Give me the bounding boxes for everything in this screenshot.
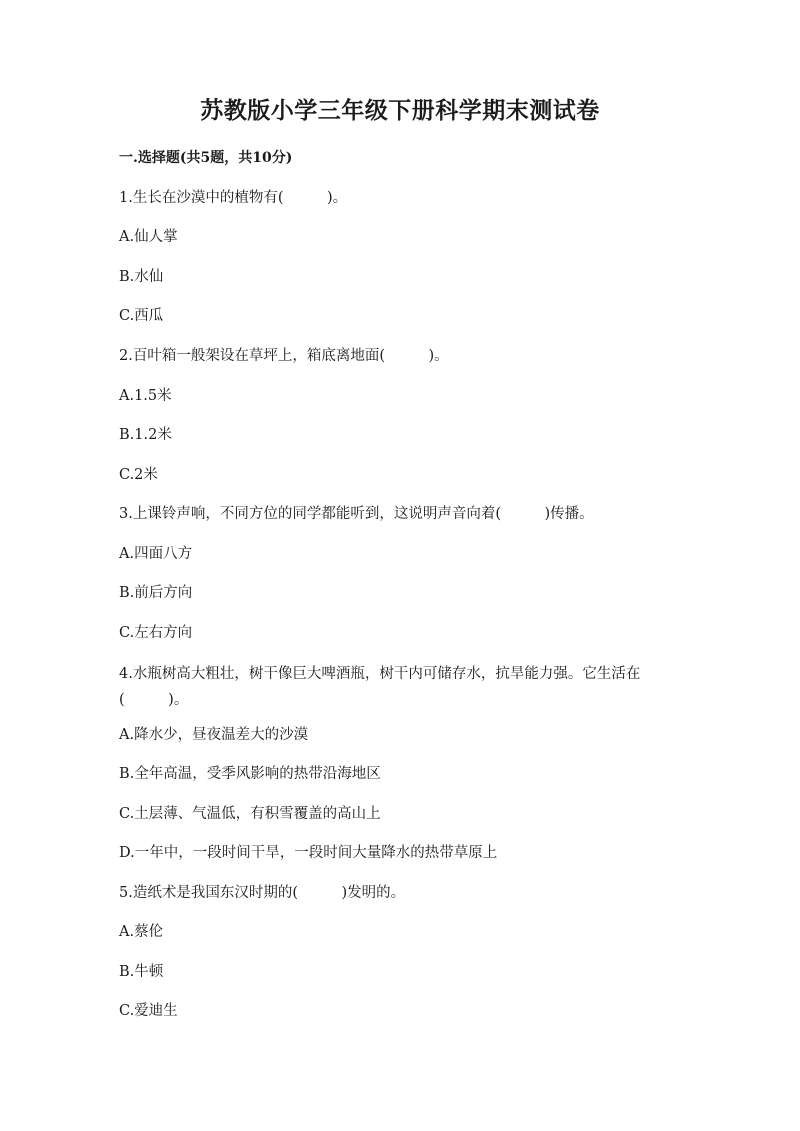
question-2-option-a[interactable]: A.1.5米 <box>119 388 172 404</box>
question-1-option-c[interactable]: C.西瓜 <box>119 308 164 324</box>
question-4-option-d[interactable]: D.一年中，一段时间干旱，一段时间大量降水的热带草原上 <box>119 845 498 861</box>
question-5-option-b[interactable]: B.牛顿 <box>119 964 164 980</box>
page-title: 苏教版小学三年级下册科学期末测试卷 <box>200 97 600 124</box>
question-4-stem: 4.水瓶树高大粗壮，树干像巨大啤酒瓶，树干内可储存水，抗旱能力强。它生活在( )。 <box>119 666 641 708</box>
question-4-option-c[interactable]: C.土层薄、气温低，有积雪覆盖的高山上 <box>119 806 381 822</box>
question-2-option-c[interactable]: C.2米 <box>119 467 158 483</box>
question-2-stem: 2.百叶箱一般架设在草坪上，箱底离地面( )。 <box>119 348 449 364</box>
section-heading: 一.选择题(共5题，共10分) <box>119 150 293 166</box>
question-4-option-b[interactable]: B.全年高温，受季风影响的热带沿海地区 <box>119 766 381 782</box>
question-1-stem: 1.生长在沙漠中的植物有( )。 <box>119 190 348 206</box>
question-3-option-a[interactable]: A.四面八方 <box>119 546 193 562</box>
question-3-option-c[interactable]: C.左右方向 <box>119 625 193 641</box>
question-4-option-a[interactable]: A.降水少，昼夜温差大的沙漠 <box>119 727 309 743</box>
question-5-option-a[interactable]: A.蔡伦 <box>119 924 164 940</box>
question-2-option-b[interactable]: B.1.2米 <box>119 427 172 443</box>
question-3-stem: 3.上课铃声响，不同方位的同学都能听到，这说明声音向着( )传播。 <box>119 506 594 522</box>
question-1-option-a[interactable]: A.仙人掌 <box>119 229 178 245</box>
question-5-stem: 5.造纸术是我国东汉时期的( )发明的。 <box>119 885 406 901</box>
question-5-option-c[interactable]: C.爱迪生 <box>119 1003 178 1019</box>
question-1-option-b[interactable]: B.水仙 <box>119 269 164 285</box>
question-3-option-b[interactable]: B.前后方向 <box>119 585 193 601</box>
